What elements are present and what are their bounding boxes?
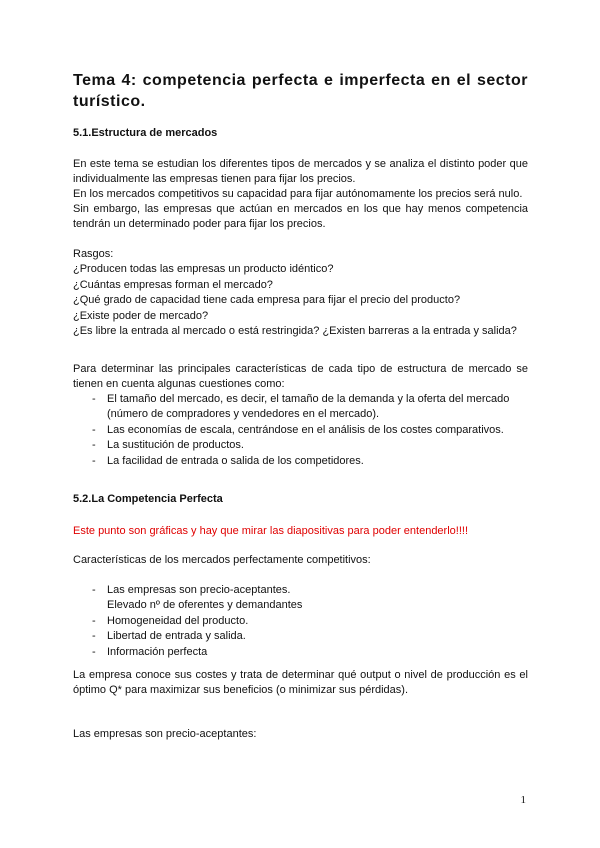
dash-bullet: - <box>92 630 96 643</box>
list-item <box>92 454 528 469</box>
list-item-text: Información perfecta <box>107 645 208 658</box>
list-item <box>92 438 528 453</box>
list-item-text: Las economías de escala, centrándose en el análisis de los costes comparativos. <box>107 423 504 436</box>
characteristics-label: Características de los mercados perfectamente competitivos: <box>73 554 371 566</box>
list-item-text: La facilidad de entrada o salida de los competidores. <box>107 454 364 467</box>
list-item <box>92 392 528 423</box>
page-number: 1 <box>520 794 526 806</box>
rasgo-question: ¿Producen todas las empresas un producto idéntico? <box>73 263 334 276</box>
characteristics-bullet-list <box>92 583 528 660</box>
output-paragraph: La empresa conoce sus costes y trata de determinar qué output o nivel de producción es el óptimo Q* para maximizar sus beneficios (o minimizar sus pérdidas). <box>73 669 528 697</box>
list-item <box>92 423 528 438</box>
list-item-text: Homogeneidad del producto. <box>107 614 249 627</box>
rasgo-question: ¿Cuántas empresas forman el mercado? <box>73 278 273 291</box>
list-item-text: Libertad de entrada y salida. <box>107 630 246 643</box>
list-item-text: La sustitución de productos. <box>107 439 244 452</box>
dash-bullet: - <box>92 614 96 627</box>
list-item <box>92 614 528 629</box>
list-item <box>92 629 528 644</box>
list-item-text: El tamaño del mercado, es decir, el tamaño de la demanda y la oferta del mercado (número de compradores y vendedores en el mercado). <box>107 393 510 421</box>
closing-line: Las empresas son precio-aceptantes: <box>73 728 257 740</box>
dash-bullet: - <box>92 439 96 452</box>
list-item-text: Las empresas son precio-aceptantes. <box>107 584 291 596</box>
structure-bullet-list <box>92 392 528 469</box>
dash-bullet: - <box>92 645 96 658</box>
dash-bullet: - <box>92 393 96 405</box>
section-heading-5-2: 5.2.La Competencia Perfecta <box>73 493 223 505</box>
list-item-subtext: Elevado nº de oferentes y demandantes <box>107 599 303 612</box>
intro-paragraph-2: En los mercados competitivos su capacidad para fijar autónomamente los precios será nulo. <box>73 188 523 200</box>
section-heading-5-1: 5.1.Estructura de mercados <box>73 127 218 139</box>
red-note: Este punto son gráficas y hay que mirar las diapositivas para poder entenderlo!!!! <box>73 525 469 537</box>
dash-bullet: - <box>92 584 96 596</box>
page-title: Tema 4: competencia perfecta e imperfecta en el sector turístico. <box>73 72 528 110</box>
rasgo-question: ¿Es libre la entrada al mercado o está restringida? ¿Existen barreras a la entrada y salida? <box>73 325 517 338</box>
rasgos-block <box>73 247 528 339</box>
dash-bullet: - <box>92 454 96 467</box>
rasgo-question: ¿Qué grado de capacidad tiene cada empresa para fijar el precio del producto? <box>73 294 461 307</box>
dash-bullet: - <box>92 423 96 436</box>
intro-paragraph-1: En este tema se estudian los diferentes tipos de mercados y se analiza el distinto poder que individualmente las empresas tienen para fijar los precios. <box>73 158 528 186</box>
list-item <box>92 645 528 660</box>
structure-paragraph: Para determinar las principales características de cada tipo de estructura de mercado se tienen en cuenta algunas cuestiones como: <box>73 363 528 391</box>
rasgos-label: Rasgos: <box>73 248 114 260</box>
intro-paragraph-3: Sin embargo, las empresas que actúan en mercados en los que hay menos competencia tendrán un determinado poder para fijar los precios. <box>73 203 528 231</box>
rasgo-question: ¿Existe poder de mercado? <box>73 309 209 322</box>
list-item <box>92 583 528 614</box>
